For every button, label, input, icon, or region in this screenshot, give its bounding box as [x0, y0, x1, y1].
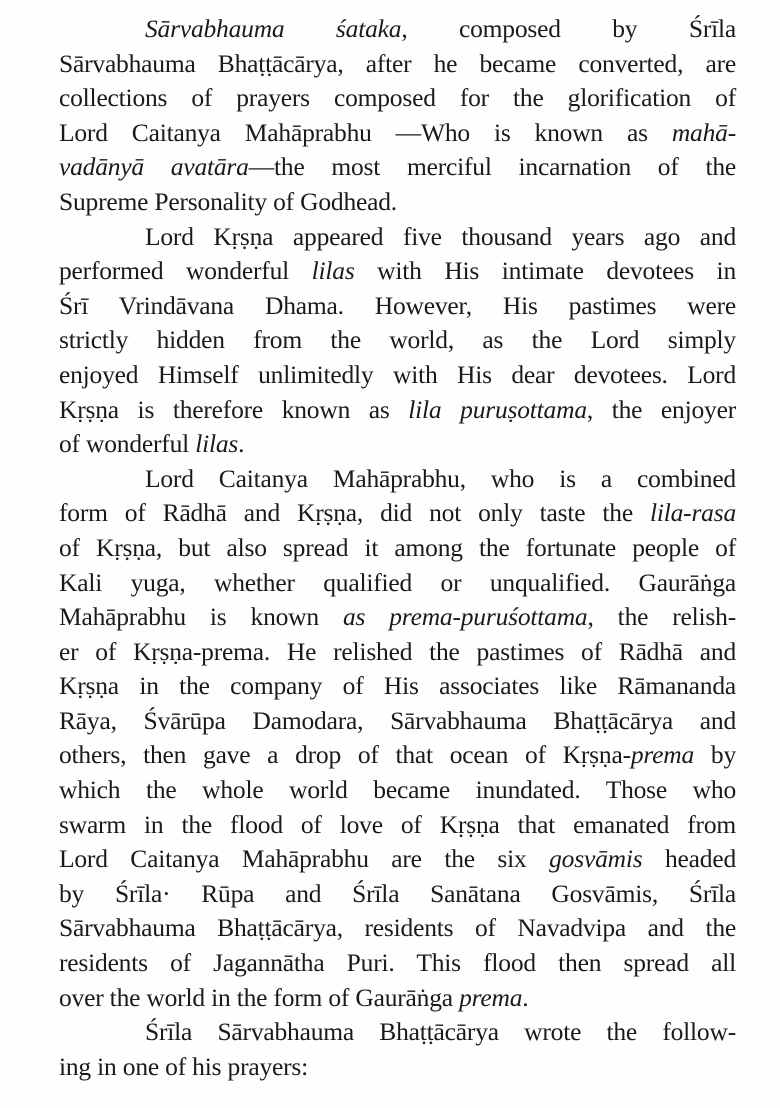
text-line — [59, 358, 736, 393]
paragraph — [59, 1015, 736, 1084]
text-line — [59, 566, 736, 601]
text-line — [59, 669, 736, 704]
text-run: of Kṛṣṇa, but also spread it among the fortunate people of — [59, 532, 736, 562]
text-run: swarm in the flood of love of Kṛṣṇa that emanated from — [59, 809, 736, 839]
italic-term: lilas — [311, 256, 355, 286]
text-line — [59, 323, 736, 358]
text-line — [59, 531, 736, 566]
text-line — [59, 220, 736, 255]
text-run: strictly hidden from the world, as the Lord simply — [59, 325, 736, 355]
text-run: by Śrīla· Rūpa and Śrīla Sanātana Gosvāmis, Śrīla — [59, 878, 736, 908]
text-run: others, then gave a drop of that ocean of Kṛṣṇa- — [59, 740, 631, 770]
text-run: Sārvabhauma Bhaṭṭācārya, after he became converted, are — [59, 48, 736, 78]
text-line — [59, 842, 736, 877]
text-line — [59, 393, 736, 428]
text-run: Lord Caitanya Mahāprabhu are the six — [59, 844, 550, 874]
text-line — [59, 911, 736, 946]
text-line — [59, 877, 736, 912]
italic-term: gosvāmis — [549, 844, 643, 874]
text-run: Kṛṣṇa in the company of His associates like Rāmananda — [59, 671, 736, 701]
text-run: . — [238, 429, 245, 459]
text-run: , the relish- — [587, 602, 736, 632]
text-run: Rāya, Śvārūpa Damodara, Sārvabhauma Bhaṭṭācārya and — [59, 705, 736, 735]
text-line — [59, 289, 736, 324]
text-line — [59, 496, 736, 531]
text-line — [59, 981, 736, 1016]
text-line — [59, 185, 736, 220]
text-run: Lord Caitanya Mahāprabhu, who is a combined — [145, 463, 736, 493]
text-line — [59, 427, 736, 462]
text-run: over the world in the form of Gaurāṅga — [59, 982, 460, 1012]
text-line — [59, 808, 736, 843]
text-run: which the whole world became inundated. Those who — [59, 775, 736, 805]
text-run: Lord Caitanya Mahāprabhu —Who is known as — [59, 117, 672, 147]
text-line — [59, 150, 736, 185]
text-run: by — [694, 740, 736, 770]
text-run: —the most merciful incarnation of the — [248, 152, 736, 182]
italic-term: as prema-puruśottama — [342, 602, 588, 632]
text-run: Śrīla Sārvabhauma Bhaṭṭācārya wrote the follow- — [145, 1017, 736, 1047]
text-line — [59, 462, 736, 497]
text-run: Śrī Vrindāvana Dhama. However, His pastimes were — [59, 290, 736, 320]
italic-term: lila-rasa — [649, 498, 736, 528]
text-line — [59, 1050, 736, 1085]
text-run: of wonderful — [59, 429, 196, 459]
italic-term: mahā- — [671, 117, 736, 147]
text-run: Kṛṣṇa is therefore known as — [59, 394, 409, 424]
italic-term: Sārvabhauma śataka — [145, 14, 402, 43]
italic-term: lilas — [195, 429, 239, 459]
text-run: headed — [642, 844, 736, 874]
text-run: , composed by Śrīla — [401, 14, 736, 43]
italic-term: lila puruṣottama — [408, 394, 587, 424]
text-line — [59, 704, 736, 739]
text-run: ing in one of his prayers: — [59, 1051, 309, 1081]
text-line — [59, 12, 736, 47]
italic-term: vadānyā avatāra — [59, 152, 249, 182]
text-run: Supreme Personality of Godhead. — [59, 186, 397, 216]
italic-term: prema — [630, 740, 695, 770]
text-run: . — [522, 982, 529, 1012]
text-line — [59, 81, 736, 116]
text-run: Sārvabhauma Bhaṭṭācārya, residents of Navadvipa and the — [59, 913, 736, 943]
text-run: er of Kṛṣṇa-prema. He relished the pastimes of Rādhā and — [59, 636, 736, 666]
text-run: with His intimate devotees in — [354, 256, 736, 286]
text-run: , the enjoyer — [586, 394, 736, 424]
text-run: form of Rādhā and Kṛṣṇa, did not only taste the — [59, 498, 650, 528]
body-text — [59, 12, 736, 1084]
text-run: enjoyed Himself unlimitedly with His dear devotees. Lord — [59, 359, 736, 389]
text-line — [59, 254, 736, 289]
text-run: performed wonderful — [59, 256, 312, 286]
paragraph — [59, 12, 736, 220]
text-line — [59, 47, 736, 82]
paragraph — [59, 462, 736, 1016]
text-line — [59, 600, 736, 635]
text-run: Lord Kṛṣṇa appeared five thousand years ago and — [145, 221, 736, 251]
text-line — [59, 635, 736, 670]
text-run: collections of prayers composed for the glorification of — [59, 83, 736, 113]
text-line — [59, 738, 736, 773]
text-line — [59, 946, 736, 981]
italic-term: prema — [459, 982, 523, 1012]
paragraph — [59, 220, 736, 462]
text-line — [59, 1015, 736, 1050]
text-run: Kali yuga, whether qualified or unqualified. Gaurāṅga — [59, 567, 736, 597]
text-line — [59, 116, 736, 151]
text-run: residents of Jagannātha Puri. This flood then spread all — [59, 948, 736, 978]
text-line — [59, 773, 736, 808]
text-run: Mahāprabhu is known — [59, 602, 343, 632]
